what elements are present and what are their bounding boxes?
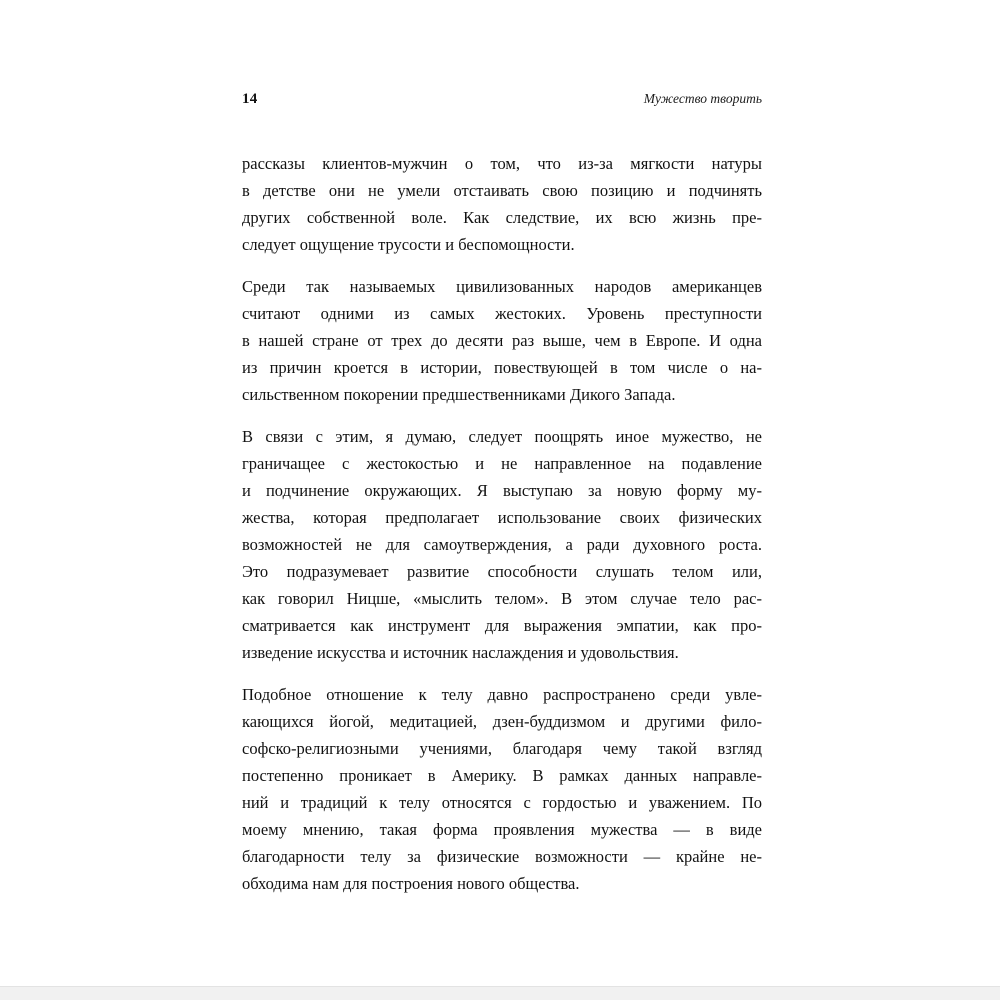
text-line: жества, которая предполагает использование своих физических <box>242 508 762 527</box>
page-body <box>242 150 762 912</box>
text-line: В связи с этим, я думаю, следует поощрять иное мужество, не <box>242 427 762 446</box>
text-line: граничащее с жестокостью и не направленное на подавление <box>242 454 762 473</box>
paragraph <box>242 423 762 666</box>
text-line: моему мнению, такая форма проявления мужества — в виде <box>242 820 762 839</box>
text-line: ний и традиций к телу относятся с гордостью и уважением. По <box>242 793 762 812</box>
text-line: возможностей не для самоутверждения, а ради духовного роста. <box>242 535 762 554</box>
text-line: кающихся йогой, медитацией, дзен-буддизмом и другими фило- <box>242 712 762 731</box>
text-line: Среди так называемых цивилизованных народов американцев <box>242 277 762 296</box>
text-line: софско-религиозными учениями, благодаря чему такой взгляд <box>242 739 762 758</box>
text-line: следует ощущение трусости и беспомощности. <box>242 235 575 254</box>
text-line: считают одними из самых жестоких. Уровень преступности <box>242 304 762 323</box>
paragraph <box>242 273 762 408</box>
text-line: Это подразумевает развитие способности слушать телом или, <box>242 562 762 581</box>
text-line: Подобное отношение к телу давно распространено среди увле- <box>242 685 762 704</box>
text-line: других собственной воле. Как следствие, их всю жизнь пре- <box>242 208 762 227</box>
text-line: в нашей стране от трех до десяти раз выше, чем в Европе. И одна <box>242 331 762 350</box>
paragraph <box>242 150 762 258</box>
page-header <box>242 91 762 108</box>
text-line: и подчинение окружающих. Я выступаю за новую форму му- <box>242 481 762 500</box>
text-line: благодарности телу за физические возможности — крайне не- <box>242 847 762 866</box>
text-line: в детстве они не умели отстаивать свою позицию и подчинять <box>242 181 762 200</box>
text-line: изведение искусства и источник наслаждения и удовольствия. <box>242 643 679 662</box>
running-title: Мужество творить <box>643 91 762 106</box>
page-number: 14 <box>242 91 258 107</box>
paragraph <box>242 681 762 897</box>
page-bottom-edge <box>0 986 1000 1000</box>
text-line: сматривается как инструмент для выражения эмпатии, как про- <box>242 616 762 635</box>
text-line: из причин кроется в истории, повествующей в том числе о на- <box>242 358 762 377</box>
text-line: постепенно проникает в Америку. В рамках данных направле- <box>242 766 762 785</box>
text-line: обходима нам для построения нового общества. <box>242 874 580 893</box>
text-line: как говорил Ницше, «мыслить телом». В этом случае тело рас- <box>242 589 762 608</box>
text-line: сильственном покорении предшественниками Дикого Запада. <box>242 385 676 404</box>
text-line: рассказы клиентов-мужчин о том, что из-за мягкости натуры <box>242 154 762 173</box>
